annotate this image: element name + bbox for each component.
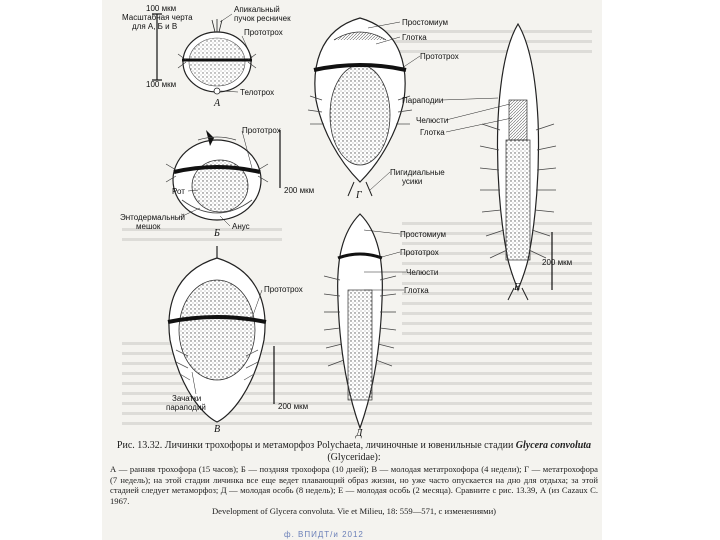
label-g-cirri1: Пигидиальные xyxy=(390,168,445,177)
label-v-parapodia1: Зачатки xyxy=(172,394,202,403)
letter-d: Д xyxy=(356,428,363,439)
label-v-prototroch: Прототрох xyxy=(264,285,303,294)
textbook-page xyxy=(102,0,602,540)
label-g-prostomium: Простомиум xyxy=(402,18,449,27)
label-g-cirri2: усики xyxy=(402,177,423,186)
figure-caption xyxy=(110,440,598,517)
label-g-prototroch: Прототрох xyxy=(420,52,459,61)
label-e-scale: 200 мкм xyxy=(542,258,573,267)
scale-a-caption-line1: Масштабная черта xyxy=(122,13,193,22)
label-v-scale: 200 мкм xyxy=(278,402,309,411)
larva-b-late-trochophore xyxy=(166,130,268,220)
label-e-pharynx: Глотка xyxy=(420,128,445,137)
caption-family: (Glyceridae): xyxy=(327,452,381,463)
scale-a-caption-line2: для А, Б и В xyxy=(132,22,178,31)
label-b-endoderm1: Энтодермальный xyxy=(120,213,186,222)
handwritten-stamp: ф. ВПИДТ/и 2012 xyxy=(284,530,364,539)
caption-reference: Development of Glycera convoluta. Vie et Milieu, 18: 559—571, с изменениями) xyxy=(211,506,497,517)
label-a-telotroch: Телотрох xyxy=(240,88,275,97)
caption-body: А — ранняя трохофора (15 часов); Б — поздняя трохофора (10 дней); В — молодая метатрохофора (4 недели); Г — метатрохофора (7 недель); на этой стадии личинка все еще ведет плавающий образ жизни, но уже часто опускается на дно для отдыха; за этой стадией следует метаморфоз; Д — молодая особь (8 недель); Е — молодая особь (2 месяца). Сравните с рис. 13.39, А (из Cazaux C. 1967. xyxy=(110,464,598,506)
label-b-prototroch: Прототрох xyxy=(242,126,281,135)
label-e-parapodia: Параподии xyxy=(402,96,444,105)
label-d-prototroch: Прототрох xyxy=(400,248,439,257)
label-d-jaws: Челюсти xyxy=(406,268,439,277)
letter-v: В xyxy=(214,424,221,435)
label-b-endoderm2: мешок xyxy=(136,222,161,231)
letter-e: Е xyxy=(514,282,521,293)
label-a-apical2: пучок ресничек xyxy=(234,14,291,23)
letter-a: А xyxy=(214,98,221,109)
caption-species: Glycera convoluta xyxy=(515,440,592,451)
label-v-parapodia2: параподий xyxy=(166,403,206,412)
caption-figure-number: Рис. 13.32. xyxy=(116,440,163,451)
label-b-scale: 200 мкм xyxy=(284,186,315,195)
caption-title: Личинки трохофоры и метаморфоз Polychaeta, личиночные и ювенильные стадии xyxy=(164,440,514,451)
scale-a-top-label: 100 мкм xyxy=(146,4,177,13)
label-a-apical: Апикальный xyxy=(234,5,280,14)
label-e-jaws: Челюсти xyxy=(416,116,449,125)
caption-heading xyxy=(110,440,598,464)
label-d-prostomium: Простомиум xyxy=(400,230,447,239)
label-b-mouth: Рот xyxy=(172,187,185,196)
larva-d-young-individual xyxy=(324,214,396,428)
label-a-prototroch: Прототрох xyxy=(244,28,283,37)
label-d-pharynx: Глотка xyxy=(404,286,429,295)
label-g-pharynx: Глотка xyxy=(402,33,427,42)
scale-a-bottom-label: 100 мкм xyxy=(146,80,177,89)
label-b-anus: Анус xyxy=(232,222,250,231)
letter-g: Г xyxy=(356,190,362,201)
letter-b: Б xyxy=(214,228,220,239)
